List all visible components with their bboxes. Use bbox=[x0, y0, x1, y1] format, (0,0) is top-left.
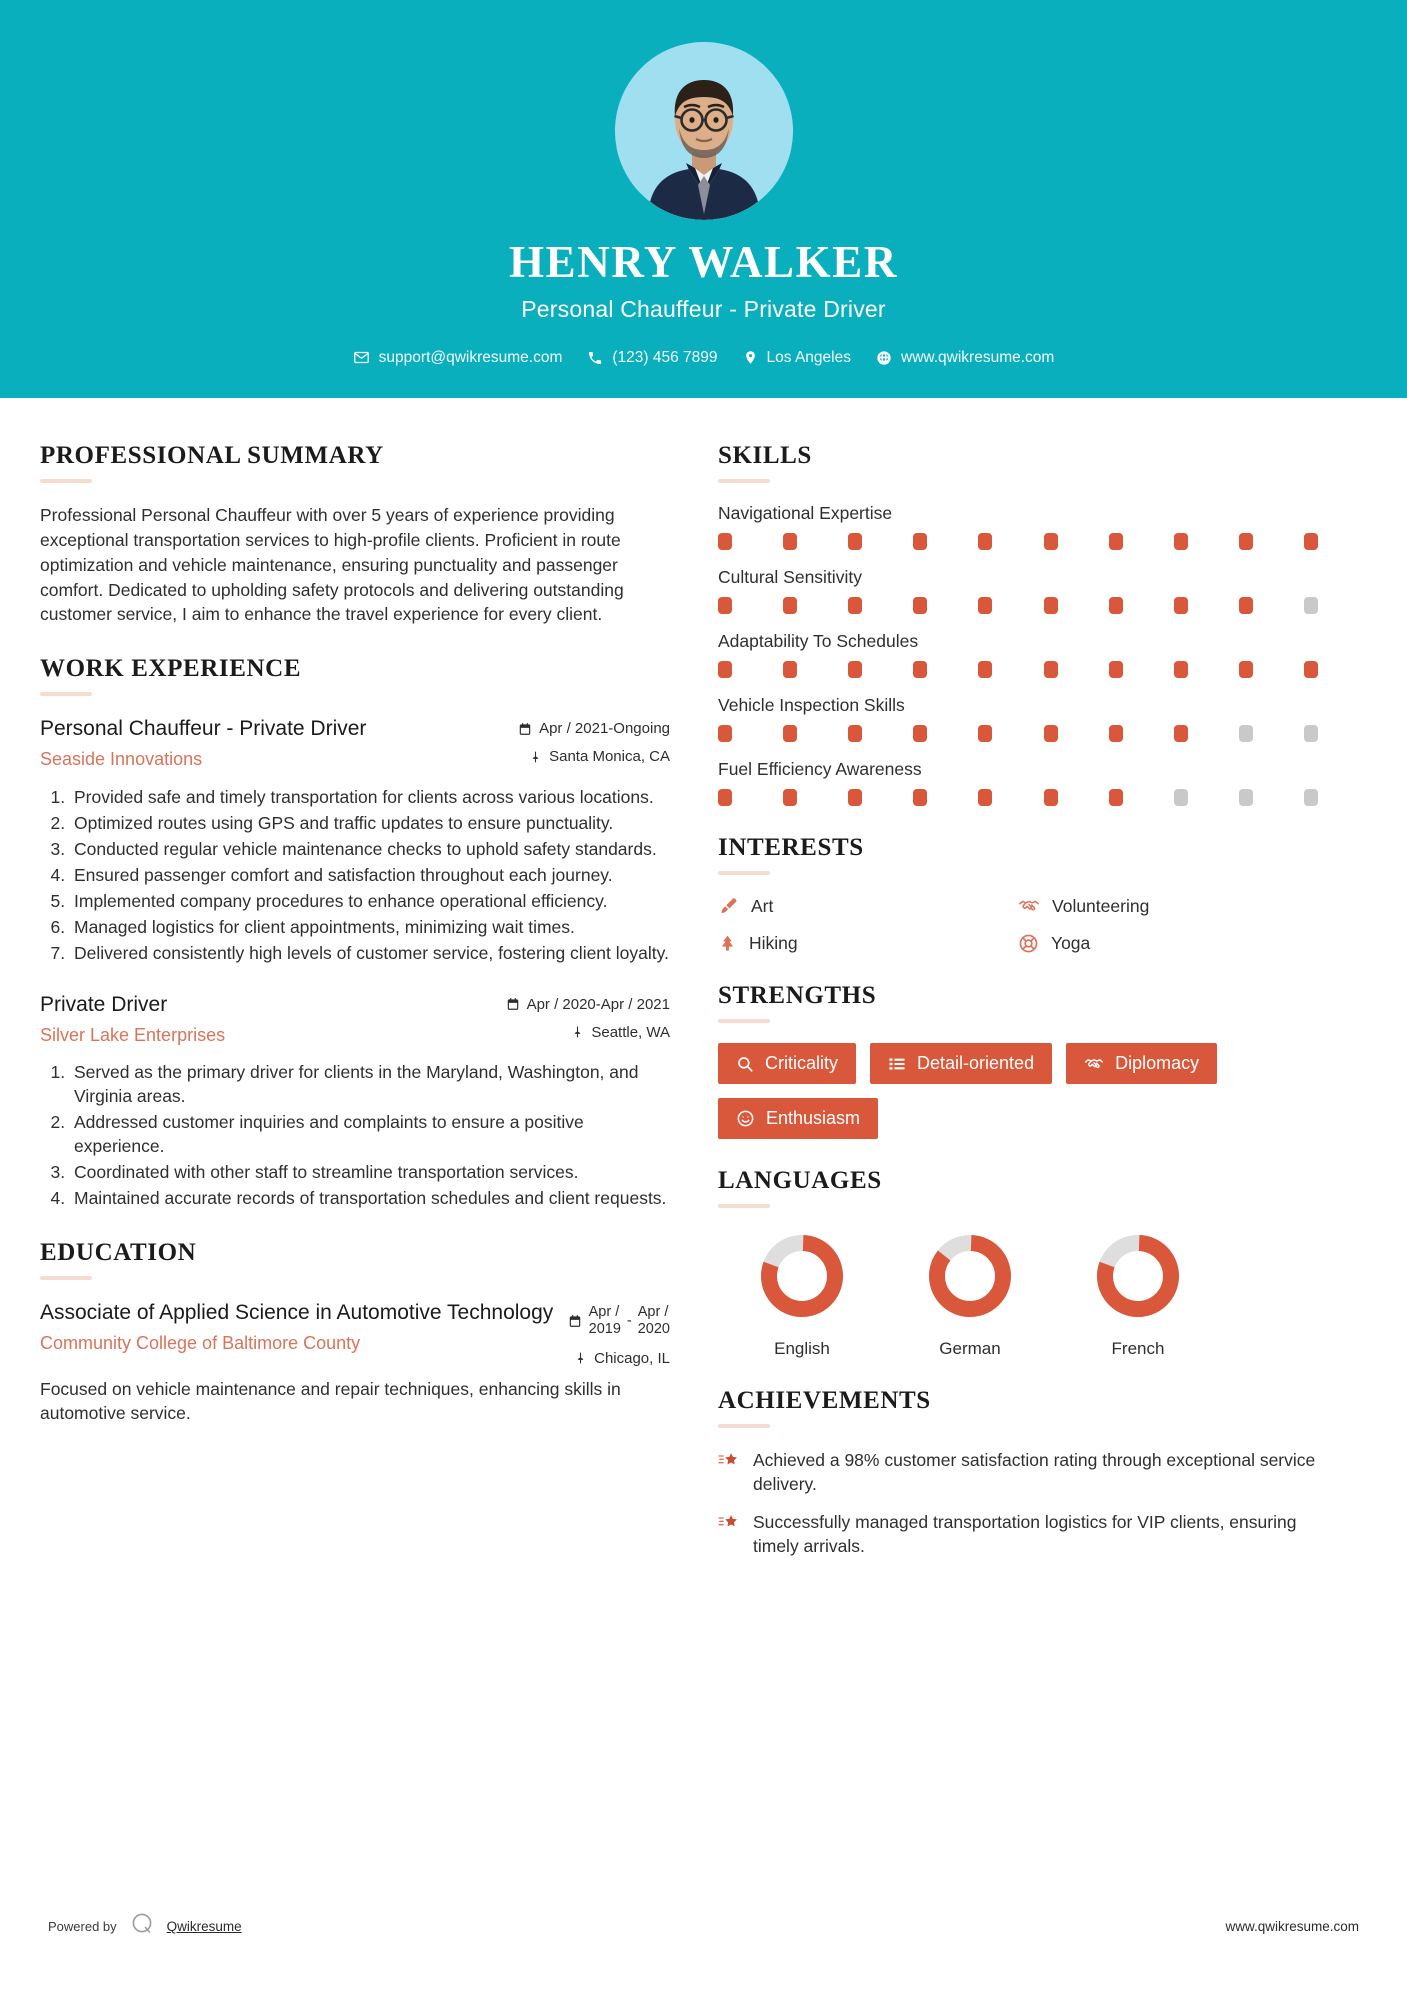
language-label: English bbox=[774, 1339, 830, 1358]
skill-rating-square bbox=[848, 661, 862, 678]
job-location-text: Santa Monica, CA bbox=[549, 748, 670, 766]
contact-website[interactable] bbox=[870, 349, 1060, 367]
skill-rating-square bbox=[1109, 533, 1123, 550]
job-role: Personal Chauffeur - Private Driver bbox=[40, 717, 367, 741]
page-footer bbox=[0, 1911, 1407, 1942]
skill-rating-square bbox=[718, 725, 732, 742]
skill-rating-square bbox=[978, 661, 992, 678]
section-heading: PROFESSIONAL SUMMARY bbox=[40, 442, 384, 469]
date-separator: - bbox=[626, 1313, 632, 1330]
skill-rating bbox=[718, 533, 1318, 550]
skill-rating bbox=[718, 597, 1318, 614]
job-location-text: Seattle, WA bbox=[591, 1023, 670, 1041]
skill-rating-square bbox=[848, 725, 862, 742]
skill-rating-square bbox=[718, 597, 732, 614]
skill-rating-square bbox=[1304, 661, 1318, 678]
education-description: Focused on vehicle maintenance and repair techniques, enhancing skills in automotive service. bbox=[40, 1378, 621, 1424]
tree-icon bbox=[718, 933, 737, 954]
skills-list bbox=[718, 503, 1318, 806]
skill-rating-square bbox=[1239, 597, 1253, 614]
skill-rating-square bbox=[783, 725, 797, 742]
interest-hiking bbox=[718, 933, 1018, 954]
skill-rating-square bbox=[913, 661, 927, 678]
globe-icon bbox=[876, 350, 892, 366]
skill-item bbox=[718, 759, 1318, 806]
skill-label: Cultural Sensitivity bbox=[718, 567, 862, 587]
skill-rating-square bbox=[913, 597, 927, 614]
skill-rating-square bbox=[978, 533, 992, 550]
strength-label: Diplomacy bbox=[1115, 1053, 1200, 1073]
section-divider bbox=[718, 1019, 770, 1023]
work-entry bbox=[40, 992, 670, 1211]
skill-rating-square bbox=[978, 597, 992, 614]
skill-rating-square bbox=[913, 725, 927, 742]
skill-rating-square bbox=[1044, 789, 1058, 806]
contact-location-text: Los Angeles bbox=[766, 348, 851, 366]
skill-rating-square bbox=[978, 789, 992, 806]
skill-rating-square bbox=[718, 661, 732, 678]
job-location bbox=[506, 1024, 670, 1041]
language-label: French bbox=[1111, 1339, 1165, 1358]
skill-rating-square bbox=[913, 533, 927, 550]
skill-rating-square bbox=[1109, 725, 1123, 742]
skill-rating-square bbox=[1304, 789, 1318, 806]
skill-item bbox=[718, 567, 1318, 614]
profile-photo-icon bbox=[615, 42, 793, 220]
section-heading: ACHIEVEMENTS bbox=[718, 1387, 931, 1414]
achievement-text: Successfully managed transportation logistics for VIP clients, ensuring timely arrivals. bbox=[753, 1512, 1297, 1557]
job-location bbox=[518, 748, 670, 765]
strength-criticality[interactable] bbox=[718, 1043, 856, 1084]
degree-title: Associate of Applied Science in Automotive Technology bbox=[40, 1301, 554, 1325]
smiley-icon bbox=[736, 1109, 755, 1128]
section-professional-summary bbox=[40, 442, 670, 627]
section-divider bbox=[718, 479, 770, 483]
language-donut-chart bbox=[922, 1228, 1018, 1324]
interest-yoga bbox=[1018, 933, 1318, 954]
avatar bbox=[615, 42, 793, 220]
qwikresume-link[interactable]: Qwikresume bbox=[166, 1919, 242, 1934]
achievement-text: Achieved a 98% customer satisfaction rating through exceptional service delivery. bbox=[753, 1450, 1316, 1495]
skill-rating-square bbox=[718, 533, 732, 550]
skill-label: Navigational Expertise bbox=[718, 503, 893, 523]
interest-label: Hiking bbox=[749, 933, 798, 953]
language-donut-chart bbox=[1090, 1228, 1186, 1324]
achievement-item bbox=[718, 1510, 1318, 1558]
left-column bbox=[40, 442, 670, 1587]
skill-label: Fuel Efficiency Awareness bbox=[718, 759, 922, 779]
section-divider bbox=[40, 479, 92, 483]
skill-label: Adaptability To Schedules bbox=[718, 631, 919, 651]
skill-rating-square bbox=[783, 597, 797, 614]
calendar-icon bbox=[568, 1314, 582, 1328]
paintbrush-icon bbox=[718, 896, 739, 917]
skill-rating-square bbox=[1239, 789, 1253, 806]
handshake-icon bbox=[1018, 895, 1040, 917]
list-item: 1. Served as the primary driver for clients in the Maryland, Washington, and Virginia areas. bbox=[70, 1061, 670, 1109]
skill-rating-square bbox=[1044, 725, 1058, 742]
powered-by-label: Powered by bbox=[48, 1919, 117, 1934]
interest-label: Volunteering bbox=[1052, 895, 1150, 916]
language-item bbox=[886, 1228, 1054, 1359]
list-item: 4. Maintained accurate records of transportation schedules and client requests. bbox=[70, 1187, 670, 1211]
location-pin-icon bbox=[743, 349, 758, 366]
skill-rating-square bbox=[1174, 725, 1188, 742]
resume-header bbox=[0, 0, 1407, 398]
calendar-icon bbox=[518, 722, 532, 736]
job-dates bbox=[518, 720, 670, 737]
education-start-month: Apr / bbox=[588, 1304, 620, 1321]
skill-rating-square bbox=[1044, 533, 1058, 550]
skill-rating-square bbox=[1044, 597, 1058, 614]
skill-item bbox=[718, 695, 1318, 742]
education-location-text: Chicago, IL bbox=[594, 1349, 670, 1367]
section-heading: STRENGTHS bbox=[718, 982, 877, 1009]
section-interests bbox=[718, 834, 1318, 954]
skill-rating-square bbox=[848, 533, 862, 550]
summary-text: Professional Personal Chauffeur with over 5 years of experience providing exceptional transportation services to high-profile clients. Proficient in route optimization and vehicle maintenance, ensuring punctuality and passenger comfort. Dedicated to upholding safety protocols and delivering outstanding customer service, I aim to enhance the travel experience for every client. bbox=[40, 505, 624, 625]
language-item bbox=[718, 1228, 886, 1359]
phone-icon bbox=[587, 350, 603, 366]
strength-detail-oriented[interactable] bbox=[870, 1043, 1052, 1084]
envelope-icon bbox=[353, 349, 370, 366]
education-end-date bbox=[638, 1304, 670, 1339]
interests-grid bbox=[718, 895, 1318, 954]
contact-location[interactable] bbox=[737, 349, 857, 367]
education-end-month: Apr / bbox=[637, 1304, 669, 1321]
section-heading: WORK EXPERIENCE bbox=[40, 655, 302, 683]
skill-rating-square bbox=[783, 661, 797, 678]
education-start-date bbox=[589, 1304, 621, 1339]
strengths-list bbox=[718, 1043, 1318, 1139]
skill-rating-square bbox=[848, 789, 862, 806]
skill-rating-square bbox=[1304, 725, 1318, 742]
interest-volunteering bbox=[1018, 895, 1318, 917]
calendar-icon bbox=[506, 997, 520, 1011]
education-entry bbox=[40, 1300, 670, 1426]
right-column bbox=[718, 442, 1318, 1587]
section-achievements bbox=[718, 1387, 1318, 1559]
page-title: HENRY WALKER bbox=[509, 237, 898, 287]
education-dates bbox=[568, 1304, 670, 1339]
list-item: 7. Delivered consistently high levels of customer service, fostering client loyalty. bbox=[70, 942, 670, 966]
skill-rating-square bbox=[1239, 725, 1253, 742]
handshake-icon bbox=[1084, 1054, 1104, 1074]
achievement-item bbox=[718, 1448, 1318, 1496]
job-title: Personal Chauffeur - Private Driver bbox=[521, 295, 886, 322]
magnifier-icon bbox=[736, 1055, 754, 1073]
interest-art bbox=[718, 895, 1018, 917]
qwikresume-logo-icon bbox=[129, 1911, 155, 1942]
section-divider bbox=[40, 1276, 92, 1280]
skill-rating bbox=[718, 661, 1318, 678]
languages-row bbox=[718, 1228, 1318, 1359]
skill-rating-square bbox=[1109, 789, 1123, 806]
contact-bar bbox=[0, 349, 1407, 367]
job-role: Private Driver bbox=[40, 992, 168, 1016]
education-location bbox=[568, 1350, 670, 1367]
interest-label: Art bbox=[751, 895, 774, 916]
section-divider bbox=[718, 1204, 770, 1208]
job-dates bbox=[506, 996, 670, 1013]
skill-rating-square bbox=[783, 789, 797, 806]
lifebuoy-icon bbox=[1018, 933, 1039, 954]
section-education bbox=[40, 1239, 670, 1426]
section-languages bbox=[718, 1167, 1318, 1359]
work-entry bbox=[40, 716, 670, 965]
list-item: 2. Addressed customer inquiries and complaints to ensure a positive experience. bbox=[70, 1111, 670, 1159]
skill-rating-square bbox=[1239, 533, 1253, 550]
skill-rating-square bbox=[1174, 661, 1188, 678]
skill-item bbox=[718, 631, 1318, 678]
education-start-year: 2019 bbox=[588, 1321, 621, 1338]
section-heading: EDUCATION bbox=[40, 1239, 197, 1267]
section-work-experience bbox=[40, 655, 670, 1211]
school-name: Community College of Baltimore County bbox=[40, 1333, 361, 1354]
skill-item bbox=[718, 503, 1318, 550]
list-item: 3. Coordinated with other staff to streamline transportation services. bbox=[70, 1161, 670, 1185]
skill-rating-square bbox=[783, 533, 797, 550]
skill-rating-square bbox=[1304, 533, 1318, 550]
strength-diplomacy[interactable] bbox=[1066, 1043, 1217, 1084]
skill-rating-square bbox=[913, 789, 927, 806]
pin-icon bbox=[574, 1351, 587, 1365]
skill-rating-square bbox=[1174, 597, 1188, 614]
language-donut-chart bbox=[754, 1228, 850, 1324]
contact-website-text: www.qwikresume.com bbox=[901, 348, 1055, 366]
skill-label: Vehicle Inspection Skills bbox=[718, 695, 905, 715]
footer-url[interactable]: www.qwikresume.com bbox=[1225, 1919, 1359, 1934]
star-icon bbox=[718, 1510, 740, 1533]
job-bullets bbox=[40, 786, 670, 966]
skill-rating-square bbox=[718, 789, 732, 806]
pin-icon bbox=[571, 1025, 584, 1039]
pin-icon bbox=[529, 750, 542, 764]
strength-label: Detail-oriented bbox=[917, 1053, 1035, 1073]
language-item bbox=[1054, 1228, 1222, 1359]
section-divider bbox=[718, 1424, 770, 1428]
list-item: 1. Provided safe and timely transportation for clients across various locations. bbox=[70, 786, 670, 810]
skill-rating-square bbox=[1044, 661, 1058, 678]
language-label: German bbox=[939, 1339, 1001, 1358]
skill-rating bbox=[718, 789, 1318, 806]
skill-rating-square bbox=[1109, 661, 1123, 678]
star-icon bbox=[718, 1448, 740, 1471]
list-item: 6. Managed logistics for client appointments, minimizing wait times. bbox=[70, 916, 670, 940]
section-strengths bbox=[718, 982, 1318, 1139]
skill-rating-square bbox=[978, 725, 992, 742]
section-heading: INTERESTS bbox=[718, 834, 864, 861]
skill-rating-square bbox=[1304, 597, 1318, 614]
section-divider bbox=[40, 692, 92, 696]
resume-body bbox=[0, 398, 1407, 1587]
contact-phone[interactable] bbox=[581, 349, 723, 367]
skill-rating-square bbox=[1109, 597, 1123, 614]
strength-enthusiasm[interactable] bbox=[718, 1098, 878, 1139]
list-item: 3. Conducted regular vehicle maintenance checks to uphold safety standards. bbox=[70, 838, 670, 862]
section-heading: SKILLS bbox=[718, 442, 812, 469]
contact-email[interactable] bbox=[347, 349, 569, 367]
job-dates-text: Apr / 2020-Apr / 2021 bbox=[526, 995, 670, 1013]
job-company: Silver Lake Enterprises bbox=[40, 1024, 226, 1045]
skill-rating-square bbox=[1174, 533, 1188, 550]
list-icon bbox=[888, 1055, 906, 1073]
list-item: 2. Optimized routes using GPS and traffic updates to ensure punctuality. bbox=[70, 812, 670, 836]
skill-rating-square bbox=[848, 597, 862, 614]
contact-email-text: support@qwikresume.com bbox=[378, 348, 563, 366]
education-end-year: 2020 bbox=[637, 1321, 670, 1338]
list-item: 5. Implemented company procedures to enhance operational efficiency. bbox=[70, 890, 670, 914]
section-divider bbox=[718, 871, 770, 875]
job-bullets bbox=[40, 1061, 670, 1211]
job-company: Seaside Innovations bbox=[40, 749, 203, 770]
strength-label: Criticality bbox=[765, 1053, 839, 1073]
strength-label: Enthusiasm bbox=[766, 1108, 861, 1128]
list-item: 4. Ensured passenger comfort and satisfaction throughout each journey. bbox=[70, 864, 670, 888]
interest-label: Yoga bbox=[1051, 933, 1091, 953]
skill-rating bbox=[718, 725, 1318, 742]
skill-rating-square bbox=[1174, 789, 1188, 806]
job-dates-text: Apr / 2021-Ongoing bbox=[539, 720, 670, 738]
section-skills bbox=[718, 442, 1318, 806]
skill-rating-square bbox=[1239, 661, 1253, 678]
contact-phone-text: (123) 456 7899 bbox=[612, 348, 718, 366]
section-heading: LANGUAGES bbox=[718, 1167, 882, 1194]
